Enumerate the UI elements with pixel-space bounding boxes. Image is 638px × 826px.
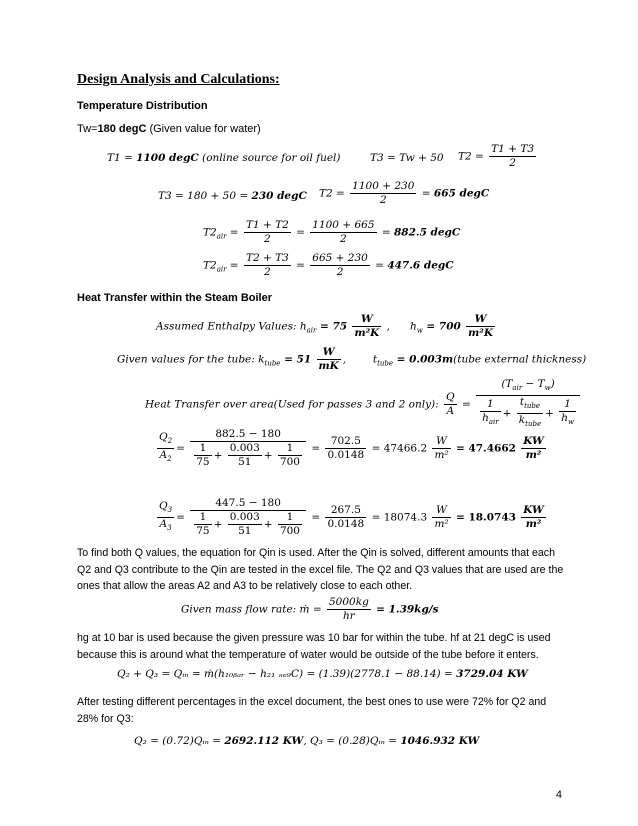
equation-heat-transfer-area: Heat Transfer over area(Used for passes 3 and 2 only): $\frac{Q}{A}$ = $(T_{air} - T_w)$ $\frac{1}{h_{air}}$ + $\frac{t_{tube}}{k_{tube}}$ + $\frac{1}{h_w}$ <box>145 378 582 431</box>
equation-q2-a2: $\frac{Q_2}{A_2}$ = 882.5 − 180 $\frac{1}{75}$ + $\frac{0.003}{51}$ + $\frac{1}{700}$ = $\frac{702.5}{0.0148}$ = 47466.2 $\frac{W}{\text{m²}}$ = 47.4662 $\frac{KW}{\text{m²}}$ <box>159 428 544 468</box>
equation-t2-def: T2 = $\frac{T1 + T3}{2}$ <box>458 143 535 169</box>
temperature-distribution-heading: Temperature Distribution <box>77 100 208 112</box>
equation-t3-value: T3 = 180 + 50 = 230 degC <box>158 190 307 202</box>
equation-t2air-1: $T2_{air}$ = $\frac{T1 + T2}{2}$ = $\frac{1100 + 665}{2}$ = 882.5 degC <box>203 219 461 245</box>
heat-transfer-heading: Heat Transfer within the Steam Boiler <box>77 292 272 304</box>
equation-qin: Q₂ + Q₃ = Qᵢₙ = ṁ(h₁₀ᵦₐᵣ − h₂₁ ₔₑ₉C) = (1.39)(2778.1 − 88.14) = 3729.04 KW <box>117 668 528 680</box>
tw-line: Tw=180 degC (Given value for water) <box>77 123 261 135</box>
paragraph-enthalpy: hg at 10 bar is used because the given pressure was 10 bar for within the tube. hf at 21 degC is used because this is around what the temperature of water would be outside of the tube before it enters. <box>77 632 551 661</box>
equation-mass-flow: Given mass flow rate: ṁ = $\frac{5000kg}{hr}$ = 1.39kg/s <box>181 596 439 622</box>
paragraph-percentages: After testing different percentages in the excel document, the best ones to use were 72% for Q2 and 28% for Q3: <box>77 696 547 725</box>
equation-t3-def: T3 = Tw + 50 <box>370 152 444 164</box>
section-heading: Design Analysis and Calculations: <box>77 72 280 87</box>
equation-t1: T1 = 1100 degC (online source for oil fuel) <box>107 152 341 164</box>
equation-enthalpy: Assumed Enthalpy Values: $h_{air} = 75$ $\frac{W}{\text{m²K}}$ , $h_w = 700$ $\frac{W}{\text{m²K}}$ <box>156 313 493 339</box>
equation-tube-values: Given values for the tube: $k_{tube} = 51$ $\frac{W}{mK}$ , $t_{tube}$ = 0.003m(tube external thickness) <box>117 346 587 372</box>
paragraph-q-values: To find both Q values, the equation for Qin is used. After the Qin is solved, different amounts that each Q2 and Q3 contribute to the Qin are tested in the excel file. The Q2 and Q3 values that are used are the ones that allow the areas A2 and A3 to be relatively close to each other. <box>77 547 564 592</box>
equation-q3-a3: $\frac{Q_3}{A_3}$ = 447.5 − 180 $\frac{1}{75}$ + $\frac{0.003}{51}$ + $\frac{1}{700}$ = $\frac{267.5}{0.0148}$ = 18074.3 $\frac{W}{\text{m²}}$ = 18.0743 $\frac{KW}{\text{m²}}$ <box>159 497 544 537</box>
equation-t2-value: T2 = $\frac{1100 + 230}{2}$ = 665 degC <box>319 180 490 206</box>
equation-q2-q3: Q₂ = (0.72)Qᵢₙ = 2692.112 KW, Q₃ = (0.28)Qᵢₙ = 1046.932 KW <box>134 735 480 747</box>
page-number: 4 <box>555 789 562 801</box>
equation-t2air-2: $T2_{air}$ = $\frac{T2 + T3}{2}$ = $\frac{665 + 230}{2}$ = 447.6 degC <box>203 252 454 278</box>
